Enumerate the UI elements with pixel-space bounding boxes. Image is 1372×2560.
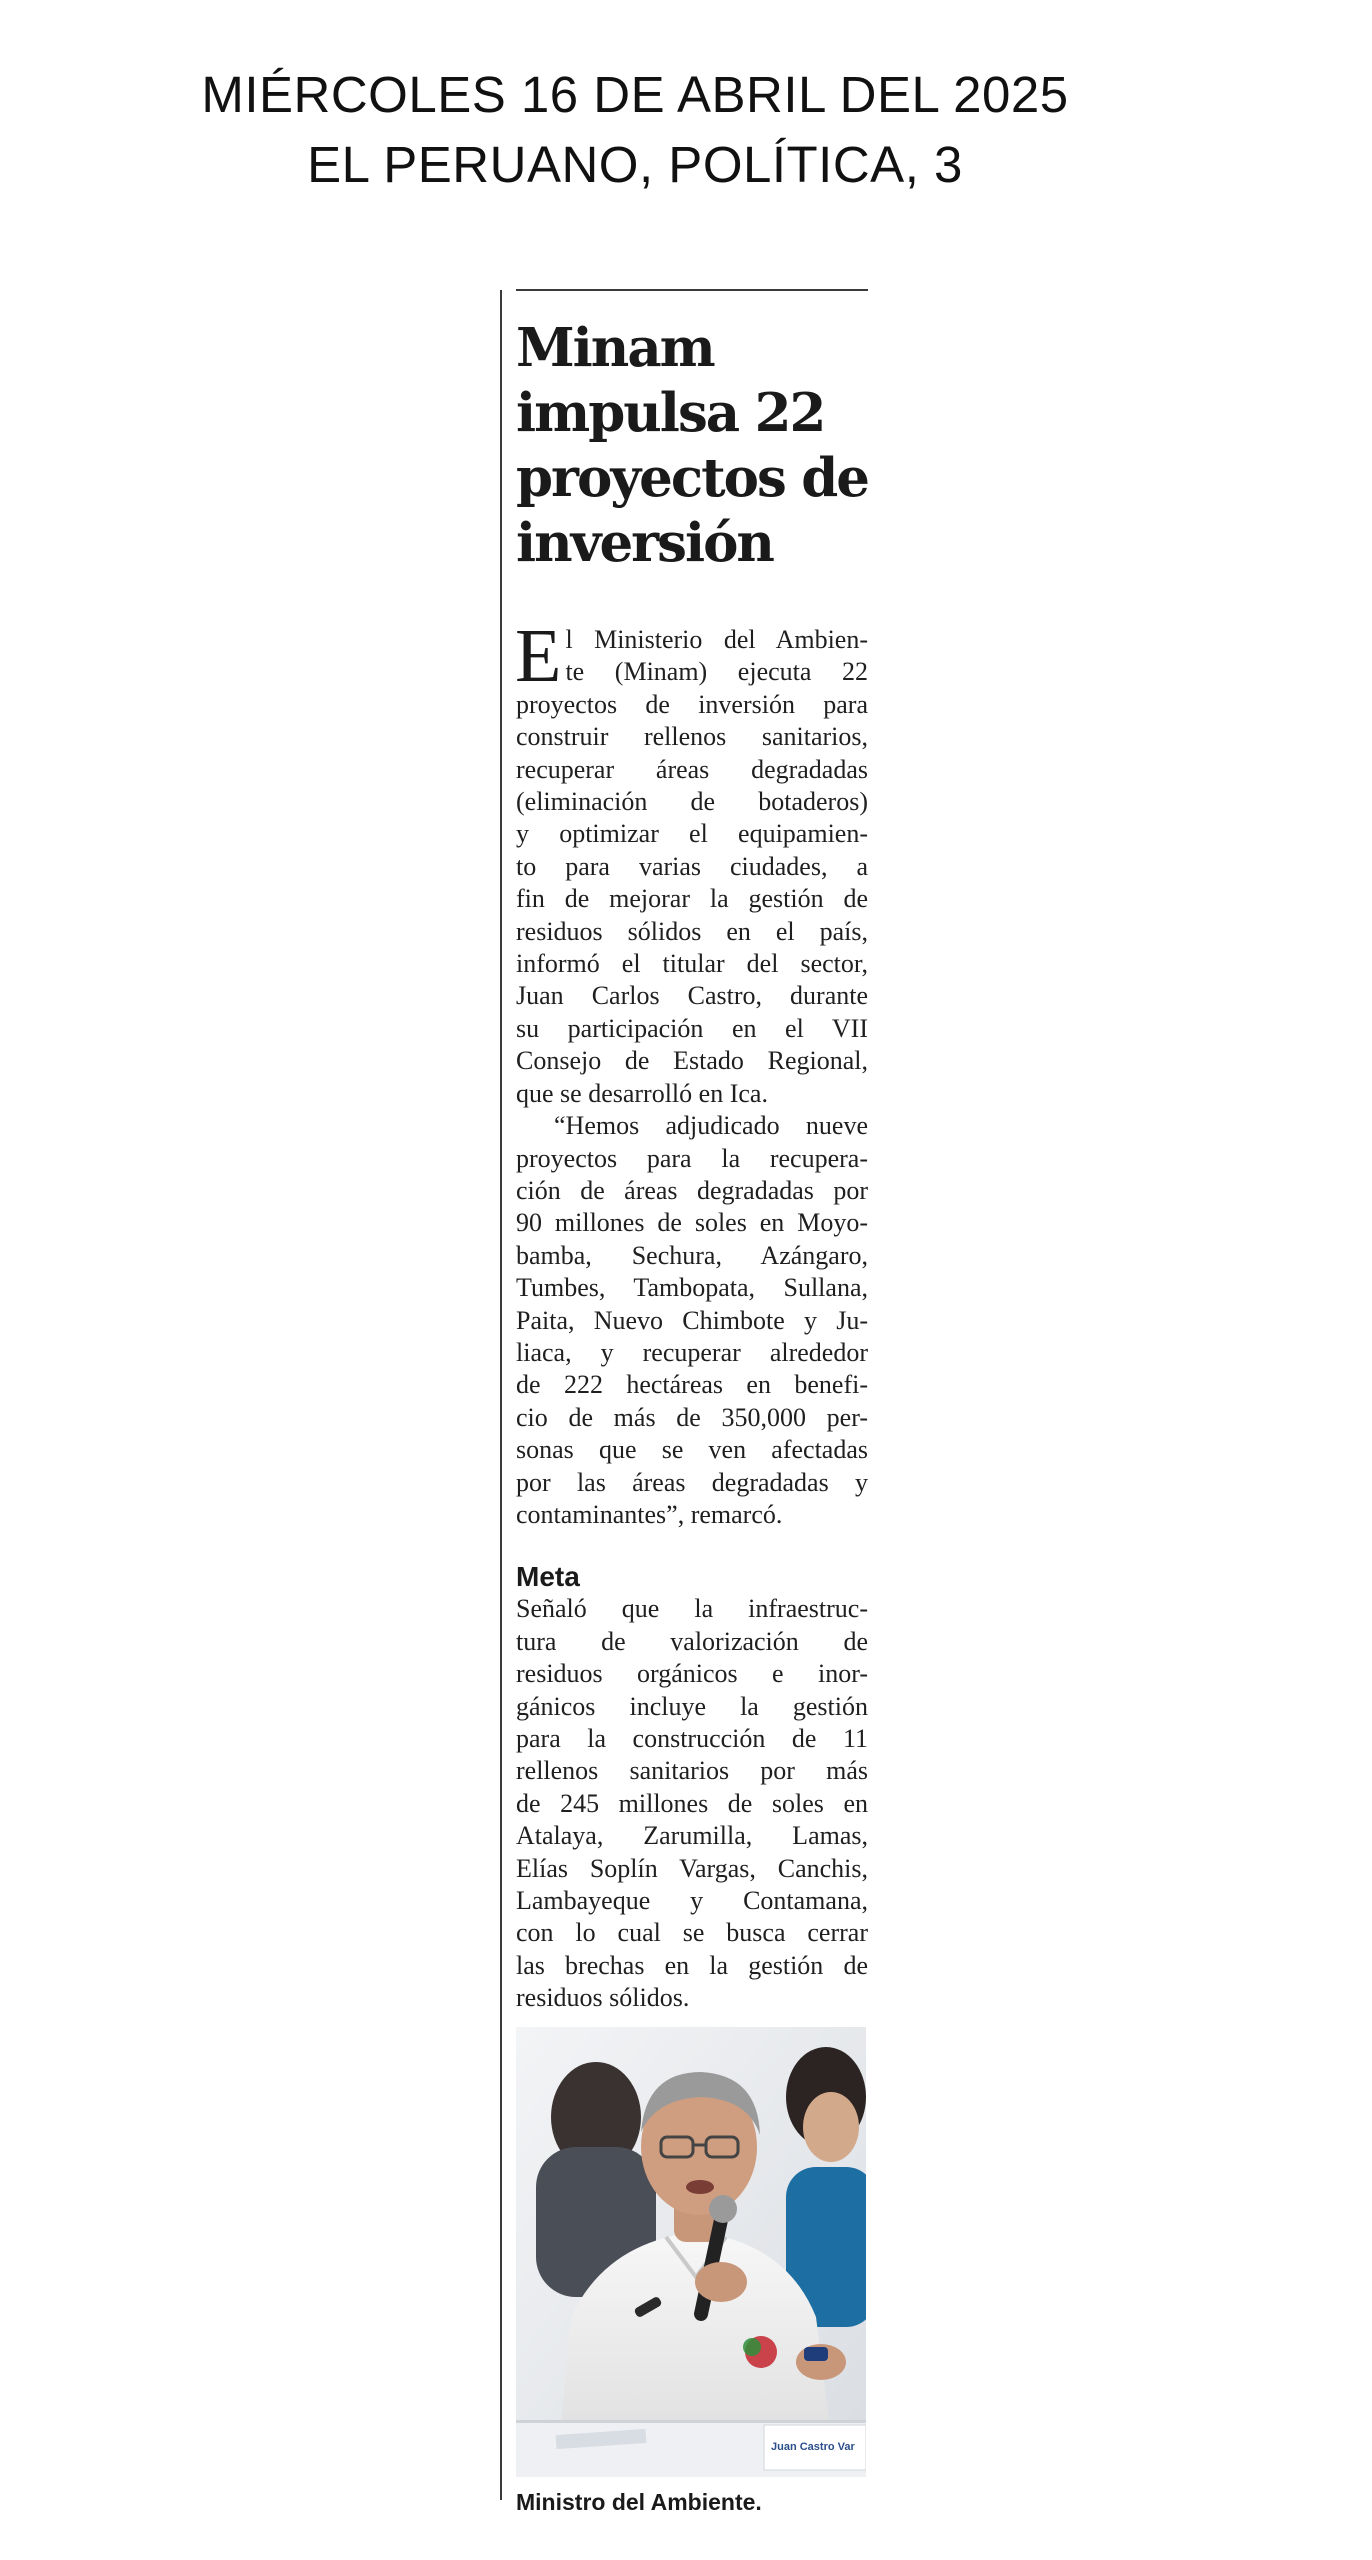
text-line: informó el titular del sector, <box>516 949 868 979</box>
article <box>516 300 868 2015</box>
text-line: bamba, Sechura, Azángaro, <box>516 1240 868 1270</box>
headline-line: proyectos de <box>516 447 869 509</box>
paragraph-2-text <box>516 1110 868 1531</box>
text-line: Juan Carlos Castro, durante <box>516 981 868 1011</box>
subhead-meta: Meta <box>516 1561 580 1593</box>
paragraph-1-text <box>515 614 868 1110</box>
text-line: que se desarrolló en Ica. <box>516 1078 768 1108</box>
nameplate-text: Juan Castro Var <box>771 2441 855 2453</box>
text-line: cio de más de 350,000 per- <box>516 1402 868 1432</box>
headline-line: Minam <box>516 317 714 379</box>
text-line: gánicos incluye la gestión <box>516 1691 868 1721</box>
text-line: (eliminación de botaderos) <box>516 787 868 817</box>
text-line: l Ministerio del Ambien- <box>565 625 868 654</box>
text-line: Consejo de Estado Regional, <box>516 1046 868 1076</box>
text-line: y optimizar el equipamien- <box>516 819 868 849</box>
article-body <box>515 614 868 2015</box>
text-line: Tumbes, Tambopata, Sullana, <box>516 1273 868 1303</box>
text-line: por las áreas degradadas y <box>516 1467 868 1497</box>
text-line: las brechas en la gestión de <box>516 1950 868 1980</box>
minister-photo-illustration <box>516 2027 866 2477</box>
text-line: de 245 millones de soles en <box>516 1788 868 1818</box>
text-line: con lo cual se busca cerrar <box>516 1918 868 1948</box>
text-line: Elías Soplín Vargas, Canchis, <box>516 1853 868 1883</box>
masthead-date: MIÉRCOLES 16 DE ABRIL DEL 2025 <box>201 66 1069 123</box>
text-line: residuos orgánicos e inor- <box>516 1659 868 1689</box>
column-divider <box>500 290 502 2500</box>
text-line: contaminantes”, remarcó. <box>516 1499 783 1529</box>
photo-caption: Ministro del Ambiente. <box>516 2489 762 2515</box>
text-line: rellenos sanitarios por más <box>516 1756 868 1786</box>
minister-photo <box>516 2027 866 2477</box>
text-line: proyectos para la recupera- <box>516 1143 868 1173</box>
text-line: 90 millones de soles en Moyo- <box>516 1208 868 1238</box>
masthead <box>0 60 1270 200</box>
drop-cap: E <box>515 614 562 698</box>
text-line: to para varias ciudades, a <box>516 851 868 881</box>
text-line: fin de mejorar la gestión de <box>516 884 868 914</box>
headline <box>516 316 868 576</box>
text-line: construir rellenos sanitarios, <box>516 722 868 752</box>
paragraph-1 <box>515 614 868 1110</box>
text-line: te (Minam) ejecuta 22 <box>565 657 868 687</box>
text-line: tura de valorización de <box>516 1626 868 1656</box>
text-line: para la construcción de 11 <box>516 1724 868 1753</box>
text-line: proyectos de inversión para <box>516 689 868 719</box>
paragraph-3-text <box>516 1593 868 2014</box>
text-line: recuperar áreas degradadas <box>516 754 868 784</box>
text-line: de 222 hectáreas en benefi- <box>516 1370 868 1400</box>
text-line: sonas que se ven afectadas <box>516 1435 868 1465</box>
text-line: Atalaya, Zarumilla, Lamas, <box>516 1821 868 1851</box>
headline-line: inversión <box>516 512 773 574</box>
headline-line: impulsa 22 <box>516 382 825 444</box>
text-line: su participación en el VII <box>516 1013 868 1043</box>
paragraph-3 <box>516 1593 868 2014</box>
top-rule <box>516 289 868 291</box>
text-line: “Hemos adjudicado nueve <box>554 1111 868 1141</box>
text-line: residuos sólidos. <box>516 1983 690 2013</box>
text-line: residuos sólidos en el país, <box>516 916 868 946</box>
text-line: liaca, y recuperar alrededor <box>516 1337 868 1367</box>
text-line: ción de áreas degradadas por <box>516 1175 868 1205</box>
masthead-section: EL PERUANO, POLÍTICA, 3 <box>307 136 963 193</box>
paragraph-2 <box>516 1110 868 1531</box>
text-line: Señaló que la infraestruc- <box>516 1594 868 1624</box>
text-line: Lambayeque y Contamana, <box>516 1886 868 1916</box>
text-line: Paita, Nuevo Chimbote y Ju- <box>516 1305 868 1335</box>
